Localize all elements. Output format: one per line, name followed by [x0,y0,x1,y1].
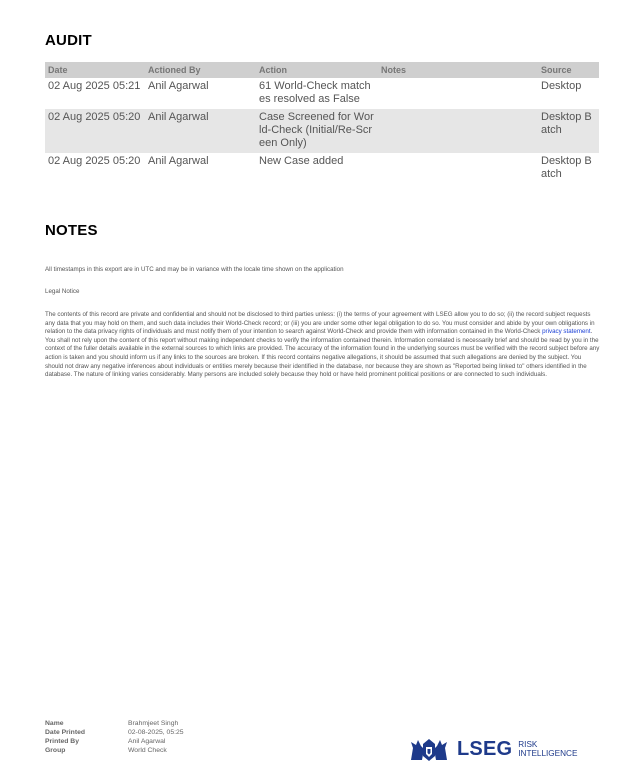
row-action: New Case added [259,155,344,167]
table-row [45,109,599,153]
row-date: 02 Aug 2025 05:21 [48,80,141,92]
table-row [45,153,599,184]
row-date: 02 Aug 2025 05:20 [45,109,145,153]
row-date: 02 Aug 2025 05:20 [48,155,141,167]
column-header-actioned-by: Actioned By [145,62,256,78]
row-actioned-by: Anil Agarwal [145,109,256,153]
column-header-notes: Notes [378,62,538,78]
lseg-logo [408,736,577,762]
name-label: Name [45,720,64,727]
row-action: Case Screened for World-Check (Initial/Re-Screen Only) [256,109,378,153]
print-details [45,719,184,755]
group-value: World Check [128,747,167,754]
logo-line-risk: RISK [518,740,538,749]
row-source: Desktop Batch [538,109,599,153]
row-actioned-by: Anil Agarwal [148,80,209,92]
printed-by-label: Printed By [45,738,79,745]
lion-crest-icon [408,736,450,762]
audit-heading: AUDIT [45,32,92,49]
date-printed-label: Date Printed [45,729,86,736]
timestamp-note: All timestamps in this export are in UTC and may be in variance with the locale time shown on the application [45,266,344,273]
row-source: Desktop [541,80,582,92]
row-notes [378,153,538,184]
row-source: Desktop Batch [541,155,592,180]
table-row [45,78,599,109]
legal-notice-title: Legal Notice [45,288,80,295]
privacy-statement-link[interactable]: privacy statement [542,328,591,336]
column-header-action: Action [256,62,378,78]
column-header-source: Source [538,62,599,78]
risk-intelligence-text [518,740,577,758]
legal-notice-text [45,311,601,380]
group-label: Group [45,747,66,754]
audit-table [45,62,599,184]
row-action: 61 World-Check matches resolved as False [259,80,371,105]
printed-by-value: Anil Agarwal [128,738,166,745]
logo-line-intelligence: INTELLIGENCE [518,749,578,758]
name-value: Brahmjeet Singh [128,720,179,727]
legal-text-part-1: The contents of this record are private and confidential and should not be disclosed to third parties unless: (i) the terms of your agreement with LSEG allow you to do so; (ii) the record subject requests any data that you may hold on them, and such data includes their World-Check record; or (iii) you are under some other legal obligation to do so. You must consider and abide by your own obligations in relation to the data privacy rights of individuals and must notify them of your intention to search against World-Check and provide them with information contained in the World-Check [45,311,595,336]
row-actioned-by: Anil Agarwal [148,155,209,167]
lseg-wordmark: LSEG [457,737,513,760]
notes-heading: NOTES [45,222,98,239]
row-notes [378,78,538,109]
audit-header-row [45,62,599,78]
legal-text-part-2: . You shall not rely upon the content of this report without making independent checks to verify the information contained therein. Information correlated is necessarily brief and should be read by you in the context of the fuller details available in the external sources to which links are provided. The accuracy of the information found in the underlying sources must be verified with the record subject before any action is taken and you should inform us if any links to the sources are broken. If this record contains negative allegations, it should be assumed that such allegations are denied by the subject. You should not draw any negative inferences about individuals or entities merely because their identified in the database, nor because they are shown as "Reported being linked to" others identified in the database. The nature of linking varies considerably. Many persons are included solely because they hold or have held prominent political positions or are connected to such individuals. [45,328,600,379]
column-header-date: Date [45,62,145,78]
date-printed-value: 02-08-2025, 05:25 [128,729,184,736]
row-notes [378,109,538,153]
